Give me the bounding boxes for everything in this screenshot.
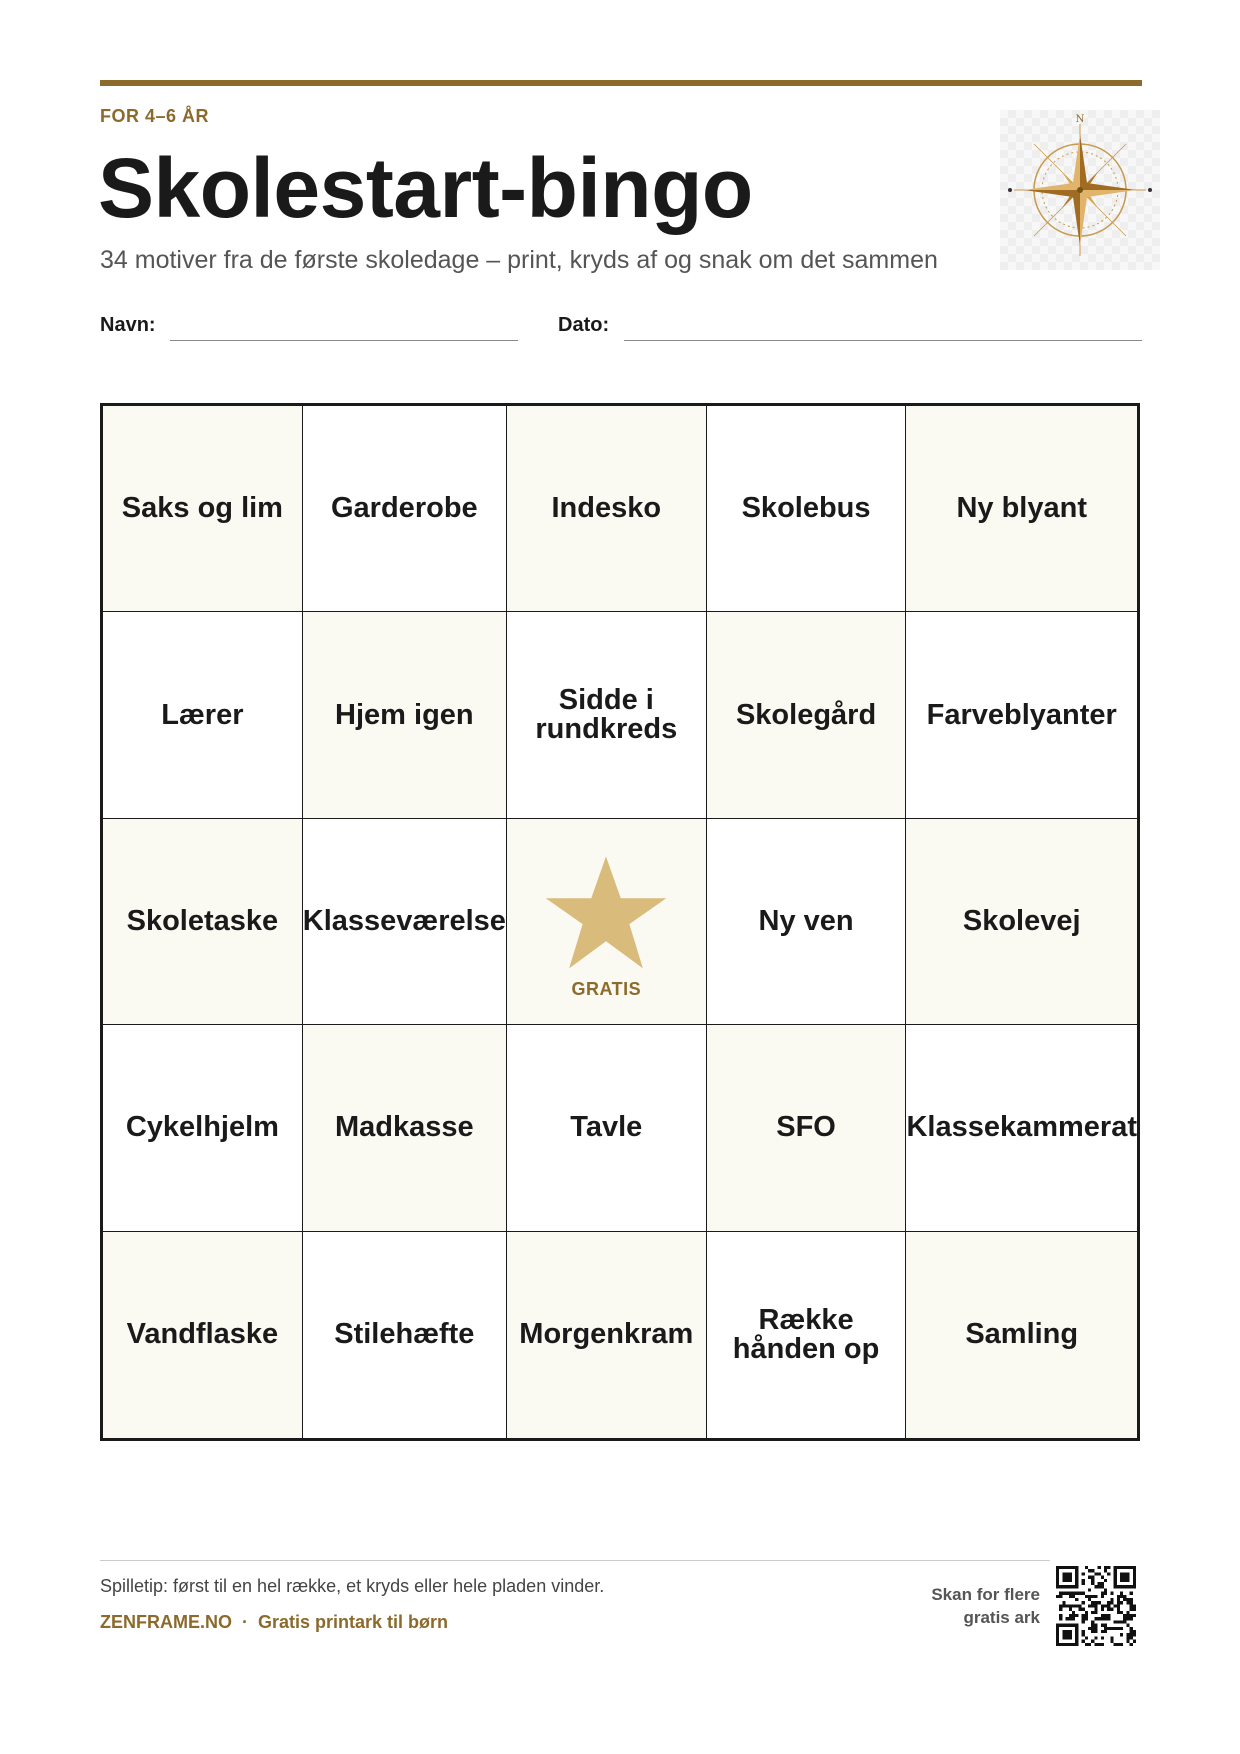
- bingo-cell[interactable]: [507, 406, 707, 612]
- page-subtitle: 34 motiver fra de første skoledage – print, kryds af og snak om det sammen: [100, 246, 938, 274]
- date-field[interactable]: [624, 340, 1142, 341]
- bingo-cell[interactable]: [303, 406, 507, 612]
- star-icon: [544, 854, 668, 972]
- age-label: FOR 4–6 ÅR: [100, 106, 210, 126]
- brand-line: [100, 1612, 448, 1633]
- top-accent-rule: [100, 80, 1142, 86]
- bingo-cell[interactable]: [103, 1025, 303, 1231]
- bingo-cell[interactable]: [303, 1025, 507, 1231]
- name-field[interactable]: [170, 340, 518, 341]
- bingo-cell[interactable]: [507, 1232, 707, 1438]
- bingo-cell[interactable]: [906, 406, 1137, 612]
- bingo-cell-label: Farveblyanter: [926, 698, 1117, 731]
- game-tip: Spilletip: først til en hel række, et kryds eller hele pladen vinder.: [100, 1576, 605, 1596]
- bingo-board: [100, 403, 1140, 1441]
- bingo-cell-label: Cykelhjelm: [125, 1111, 279, 1144]
- bingo-cell-label: Madkasse: [335, 1111, 474, 1144]
- compass-rose-icon: [1000, 110, 1160, 270]
- bingo-cell-label: Saks og lim: [121, 492, 283, 525]
- bingo-cell[interactable]: [906, 1025, 1137, 1231]
- bingo-cell[interactable]: [507, 1025, 707, 1231]
- bingo-cell[interactable]: [303, 1232, 507, 1438]
- bingo-cell[interactable]: [707, 1025, 907, 1231]
- free-label: GRATIS: [571, 979, 642, 1000]
- bingo-cell[interactable]: [707, 406, 907, 612]
- svg-text:N: N: [1075, 114, 1085, 125]
- bingo-cell-label: Garderobe: [331, 492, 478, 525]
- bingo-cell-label: Vandflaske: [126, 1318, 279, 1351]
- bingo-cell[interactable]: [906, 819, 1137, 1025]
- bingo-cell[interactable]: [707, 819, 907, 1025]
- free-space: [544, 844, 668, 998]
- bingo-cell-label: Sidde i rundkreds: [535, 684, 678, 746]
- scan-text: Skan for flere gratis ark: [931, 1585, 1040, 1627]
- bingo-cell-label: Lærer: [161, 698, 244, 731]
- qr-code-icon[interactable]: [1056, 1566, 1136, 1646]
- bingo-cell-label: Morgenkram: [519, 1318, 694, 1351]
- brand-tagline: Gratis printark til børn: [258, 1612, 449, 1632]
- bingo-cell-label: Skolevej: [962, 904, 1081, 937]
- name-label: Navn:: [100, 314, 156, 336]
- bingo-cell-label: Samling: [965, 1318, 1079, 1351]
- bingo-cell-label: Indesko: [551, 492, 662, 525]
- bingo-cell-label: Klasseværelse: [302, 904, 506, 937]
- brand-separator: ·: [242, 1612, 248, 1632]
- bingo-cell[interactable]: [303, 612, 507, 818]
- bingo-cell[interactable]: [103, 406, 303, 612]
- bingo-cell-label: Ny blyant: [956, 492, 1087, 525]
- bingo-cell[interactable]: [906, 1232, 1137, 1438]
- page-title: Skolestart-bingo: [98, 141, 753, 235]
- bingo-cell-label: SFO: [776, 1111, 836, 1144]
- bingo-cell-label: Skoletaske: [126, 904, 279, 937]
- bingo-cell[interactable]: [303, 819, 507, 1025]
- footer-divider: [100, 1560, 1050, 1561]
- bingo-cell-label: Hjem igen: [335, 698, 474, 731]
- bingo-cell-label: Række hånden op: [732, 1303, 880, 1365]
- bingo-cell[interactable]: [103, 612, 303, 818]
- bingo-cell[interactable]: [103, 1232, 303, 1438]
- bingo-cell[interactable]: [103, 819, 303, 1025]
- bingo-cell-label: Skolebus: [741, 492, 871, 525]
- bingo-cell[interactable]: [707, 1232, 907, 1438]
- bingo-cell-label: Skolegård: [735, 698, 877, 731]
- bingo-cell-label: Stilehæfte: [334, 1318, 475, 1351]
- bingo-cell[interactable]: [507, 612, 707, 818]
- bingo-cell-label: Klassekammerat: [906, 1111, 1137, 1144]
- brand-name[interactable]: ZENFRAME.NO: [100, 1612, 232, 1632]
- bingo-cell-label: Tavle: [570, 1111, 643, 1144]
- bingo-cell[interactable]: [707, 612, 907, 818]
- bingo-cell[interactable]: [906, 612, 1137, 818]
- bingo-cell-free[interactable]: [507, 819, 707, 1025]
- date-label: Dato:: [558, 314, 610, 336]
- bingo-cell-label: Ny ven: [758, 904, 854, 937]
